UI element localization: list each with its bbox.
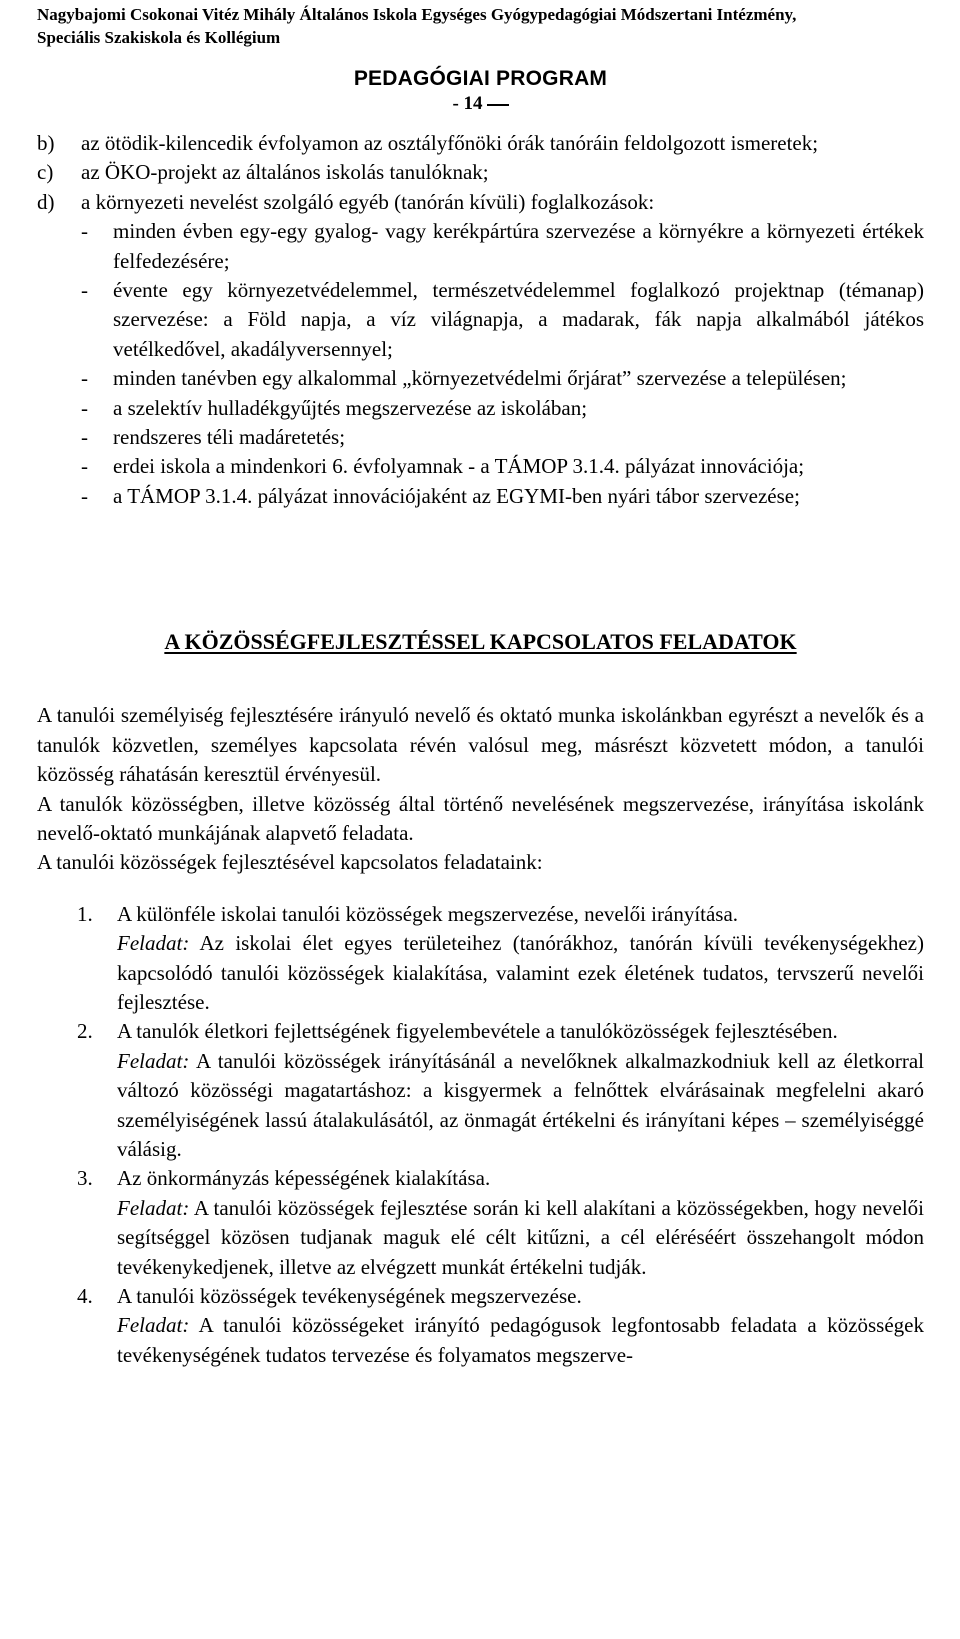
feladat-label: Feladat: bbox=[117, 1313, 190, 1338]
task-item bbox=[77, 1164, 924, 1282]
list-item-label: d) bbox=[37, 189, 55, 214]
feladat-label: Feladat: bbox=[117, 1048, 190, 1073]
dash-list-item-label: - bbox=[81, 219, 88, 244]
institution-line-1: Nagybajomi Csokonai Vitéz Mihály Általános Iskola Egységes Gyógypedagógiai Módszertani Intézmény, bbox=[37, 5, 797, 24]
task-feladat bbox=[117, 1194, 924, 1282]
dash-list-item-label: - bbox=[81, 395, 88, 420]
task-item bbox=[77, 1017, 924, 1164]
dash-list-item bbox=[81, 452, 924, 481]
dash-list-item-text: a szelektív hulladékgyűjtés megszervezése az iskolában; bbox=[113, 395, 588, 420]
dash-list-item-text: rendszeres téli madáretetés; bbox=[113, 425, 346, 450]
list-item-label: c) bbox=[37, 160, 54, 185]
dash-list-item-text: minden évben egy-egy gyalog- vagy kerékpártúra szervezése a környékre a környezeti értékek felfedezésére; bbox=[113, 219, 924, 273]
task-number: 3. bbox=[77, 1166, 93, 1191]
task-item bbox=[77, 1282, 924, 1370]
dash-list-item bbox=[81, 276, 924, 364]
dash-list-item-label: - bbox=[81, 425, 88, 450]
dash-list-item bbox=[81, 364, 924, 393]
task-item bbox=[77, 900, 924, 1018]
list-item bbox=[37, 158, 924, 187]
dash-list-item bbox=[81, 394, 924, 423]
paragraph: A tanulói személyiség fejlesztésére irányuló nevelő és oktató munka iskolánkban egyrészt a nevelők és a tanulók közvetlen, személyes kapcsolata révén valósul meg, másrészt közvetett módon, a tanulói közösség ráhatásán keresztül érvényesül. bbox=[37, 703, 924, 787]
task-title: Az önkormányzás képességének kialakítása. bbox=[117, 1166, 491, 1191]
paragraph: A tanulók közösségben, illetve közösség által történő nevelésének megszervezése, irányítása iskolánk nevelő-oktató munkájának alapvető feladata. bbox=[37, 791, 924, 845]
section-heading: A KÖZÖSSÉGFEJLESZTÉSSEL KAPCSOLATOS FELADATOK bbox=[164, 629, 797, 655]
task-feladat bbox=[117, 1047, 924, 1165]
dash-list-item-text: évente egy környezetvédelemmel, természetvédelemmel foglalkozó projektnap (témanap) szervezése: a Föld napja, a víz világnapja, a madarak, fák napja alkalmából játékos vetélkedővel, akadályversennyel; bbox=[113, 278, 924, 361]
environmental-list bbox=[37, 129, 924, 511]
dash-list-item-text: erdei iskola a mindenkori 6. évfolyamnak - a TÁMOP 3.1.4. pályázat innovációja; bbox=[113, 454, 805, 479]
task-number: 1. bbox=[77, 901, 93, 926]
list-item-label: b) bbox=[37, 131, 55, 155]
dash-list-item-label: - bbox=[81, 483, 88, 508]
page-number-text: - 14 bbox=[452, 93, 483, 114]
feladat-label: Feladat: bbox=[117, 1195, 190, 1220]
dash-list-item-label: - bbox=[81, 454, 88, 479]
task-list bbox=[37, 900, 924, 1371]
feladat-text: Az iskolai élet egyes területeihez (tanórákhoz, tanórán kívüli tevékenységekhez) kapcsolódó tanulói közösségek kialakítása, valamint ezek életének tudatos, tervszerű nevelői fejlesztése. bbox=[117, 931, 924, 1014]
dash-list-item bbox=[81, 482, 924, 511]
list-item-text: az ÖKO-projekt az általános iskolás tanulóknak; bbox=[81, 160, 489, 185]
program-title: PEDAGÓGIAI PROGRAM bbox=[353, 67, 608, 90]
task-feladat bbox=[117, 1311, 924, 1370]
task-title: A különféle iskolai tanulói közösségek megszervezése, nevelői irányítása. bbox=[117, 901, 739, 926]
dash-list-item bbox=[81, 423, 924, 452]
dash-list-item-label: - bbox=[81, 278, 88, 303]
page-number-dash bbox=[487, 104, 509, 106]
page-number bbox=[37, 92, 924, 116]
feladat-text: A tanulói közösségeket irányító pedagógusok legfontosabb feladata a közösségek tevékenységének tudatos tervezése és folyamatos megszerve- bbox=[117, 1313, 924, 1367]
task-title: A tanulói közösségek tevékenységének megszervezése. bbox=[117, 1284, 582, 1308]
dash-list-item bbox=[81, 217, 924, 276]
dash-list-item-label: - bbox=[81, 366, 88, 391]
section-intro bbox=[37, 701, 924, 877]
list-item bbox=[37, 188, 924, 217]
feladat-text: A tanulói közösségek irányításánál a nevelőknek alkalmazkodniuk kell az életkorral változó közösségi magatartáshoz: a kisgyermek a felnőttek elvárásainak megfelelni akaró személyiségének lassú átalakulásától, az önmagát értékelni és irányítani képes – személyiséggé válásig. bbox=[117, 1048, 924, 1161]
task-number: 2. bbox=[77, 1019, 93, 1044]
list-item bbox=[37, 129, 924, 158]
feladat-text: A tanulói közösségek fejlesztése során ki kell alakítani a közösségekben, hogy nevelői segítséggel közösen tudjanak maguk elé célt kitűzni, a cél eléréséért összehangolt módon tevékenykedjenek, illetve az elvégzett munkát értékelni tudják. bbox=[117, 1195, 924, 1279]
task-title: A tanulók életkori fejlettségének figyelembevétele a tanulóközösségek fejlesztésében. bbox=[117, 1019, 838, 1044]
dash-list-item-text: a TÁMOP 3.1.4. pályázat innovációjaként az EGYMI-ben nyári tábor szervezése; bbox=[113, 483, 800, 508]
task-number: 4. bbox=[77, 1284, 93, 1308]
feladat-label: Feladat: bbox=[117, 931, 190, 956]
task-content bbox=[117, 900, 924, 1018]
list-item-text: az ötödik-kilencedik évfolyamon az osztályfőnöki órák tanóráin feldolgozott ismeretek; bbox=[81, 131, 819, 155]
task-content bbox=[117, 1164, 924, 1282]
task-content bbox=[117, 1017, 924, 1164]
dash-list-item-text: minden tanévben egy alkalommal „környezetvédelmi őrjárat” szervezése a településen; bbox=[113, 366, 847, 391]
task-feladat bbox=[117, 929, 924, 1017]
task-content bbox=[117, 1282, 924, 1370]
paragraph: A tanulói közösségek fejlesztésével kapcsolatos feladataink: bbox=[37, 850, 543, 875]
list-item-text: a környezeti nevelést szolgáló egyéb (tanórán kívüli) foglalkozások: bbox=[81, 189, 655, 214]
institution-line-2: Speciális Szakiskola és Kollégium bbox=[37, 28, 281, 47]
institution-header bbox=[37, 0, 924, 49]
